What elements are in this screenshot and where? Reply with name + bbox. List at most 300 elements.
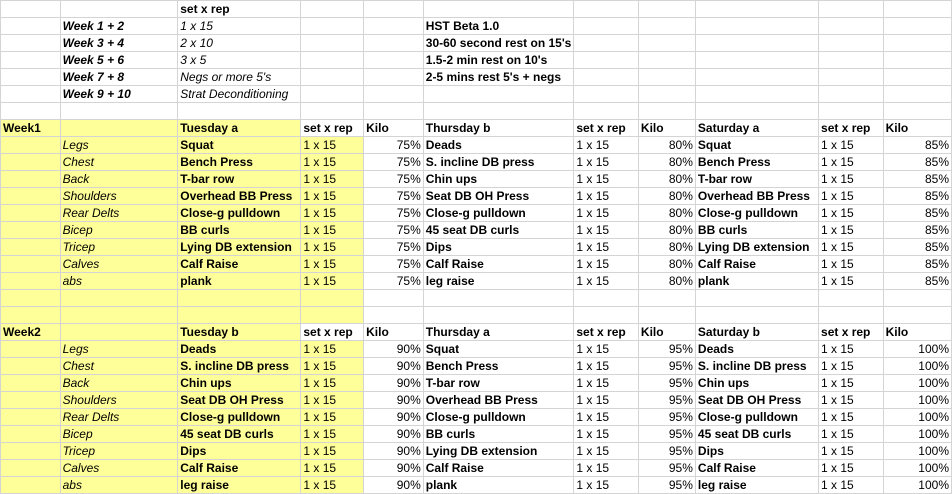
empty-cell[interactable] xyxy=(60,324,178,341)
kilo-value[interactable]: 95% xyxy=(638,358,695,375)
exercise-name[interactable]: Close-g pulldown xyxy=(695,205,818,222)
kilo-header[interactable]: Kilo xyxy=(883,324,951,341)
kilo-value[interactable]: 85% xyxy=(883,171,951,188)
empty-cell[interactable] xyxy=(364,103,424,120)
set-rep[interactable]: 1 x 15 xyxy=(574,205,639,222)
kilo-value[interactable]: 80% xyxy=(638,188,695,205)
kilo-value[interactable]: 75% xyxy=(364,188,424,205)
schedule-scheme[interactable]: Strat Deconditioning xyxy=(178,86,301,103)
set-rep[interactable]: 1 x 15 xyxy=(301,477,364,494)
exercise-name[interactable]: 45 seat DB curls xyxy=(178,426,301,443)
kilo-header[interactable]: Kilo xyxy=(364,120,424,137)
kilo-value[interactable]: 75% xyxy=(364,137,424,154)
exercise-name[interactable]: plank xyxy=(423,477,574,494)
exercise-name[interactable]: T-bar row xyxy=(695,171,818,188)
exercise-name[interactable]: Dips xyxy=(178,443,301,460)
empty-cell[interactable] xyxy=(819,290,884,307)
empty-cell[interactable] xyxy=(574,35,639,52)
exercise-name[interactable]: Close-g pulldown xyxy=(178,205,301,222)
empty-cell[interactable] xyxy=(1,188,61,205)
empty-cell[interactable] xyxy=(1,52,61,69)
empty-cell[interactable] xyxy=(178,290,301,307)
muscle-group[interactable]: Back xyxy=(60,375,178,392)
muscle-group[interactable]: Legs xyxy=(60,341,178,358)
muscle-group[interactable]: Calves xyxy=(60,460,178,477)
note-text[interactable]: HST Beta 1.0 xyxy=(423,18,574,35)
empty-cell[interactable] xyxy=(1,273,61,290)
set-rep[interactable]: 1 x 15 xyxy=(819,205,884,222)
set-rep[interactable]: 1 x 15 xyxy=(819,171,884,188)
exercise-name[interactable]: Overhead BB Press xyxy=(423,392,574,409)
kilo-header[interactable]: Kilo xyxy=(638,120,695,137)
exercise-name[interactable]: Deads xyxy=(423,137,574,154)
setxrep-header[interactable]: set x rep xyxy=(574,324,639,341)
kilo-header[interactable]: Kilo xyxy=(883,120,951,137)
exercise-name[interactable]: leg raise xyxy=(695,477,818,494)
set-rep[interactable]: 1 x 15 xyxy=(819,375,884,392)
empty-cell[interactable] xyxy=(695,35,818,52)
kilo-value[interactable]: 75% xyxy=(364,273,424,290)
kilo-value[interactable]: 75% xyxy=(364,256,424,273)
empty-cell[interactable] xyxy=(638,69,695,86)
empty-cell[interactable] xyxy=(638,103,695,120)
empty-cell[interactable] xyxy=(1,69,61,86)
exercise-name[interactable]: Calf Raise xyxy=(423,256,574,273)
empty-cell[interactable] xyxy=(423,86,574,103)
empty-cell[interactable] xyxy=(574,307,639,324)
empty-cell[interactable] xyxy=(695,69,818,86)
kilo-value[interactable]: 75% xyxy=(364,205,424,222)
kilo-value[interactable]: 100% xyxy=(883,460,951,477)
empty-cell[interactable] xyxy=(574,69,639,86)
muscle-group[interactable]: Tricep xyxy=(60,443,178,460)
set-rep[interactable]: 1 x 15 xyxy=(574,256,639,273)
kilo-value[interactable]: 80% xyxy=(638,222,695,239)
set-rep[interactable]: 1 x 15 xyxy=(301,239,364,256)
kilo-value[interactable]: 95% xyxy=(638,426,695,443)
exercise-name[interactable]: Squat xyxy=(695,137,818,154)
empty-cell[interactable] xyxy=(301,86,364,103)
schedule-weeks[interactable]: Week 5 + 6 xyxy=(60,52,178,69)
set-rep[interactable]: 1 x 15 xyxy=(574,188,639,205)
empty-cell[interactable] xyxy=(364,35,424,52)
set-rep[interactable]: 1 x 15 xyxy=(301,460,364,477)
exercise-name[interactable]: Chin ups xyxy=(178,375,301,392)
muscle-group[interactable]: Rear Delts xyxy=(60,409,178,426)
muscle-group[interactable]: Shoulders xyxy=(60,188,178,205)
empty-cell[interactable] xyxy=(883,290,951,307)
exercise-name[interactable]: Calf Raise xyxy=(178,256,301,273)
empty-cell[interactable] xyxy=(695,18,818,35)
empty-cell[interactable] xyxy=(364,86,424,103)
empty-cell[interactable] xyxy=(695,307,818,324)
empty-cell[interactable] xyxy=(1,86,61,103)
exercise-name[interactable]: Squat xyxy=(178,137,301,154)
set-rep[interactable]: 1 x 15 xyxy=(301,392,364,409)
set-rep[interactable]: 1 x 15 xyxy=(574,409,639,426)
exercise-name[interactable]: Calf Raise xyxy=(695,460,818,477)
empty-cell[interactable] xyxy=(60,103,178,120)
set-rep[interactable]: 1 x 15 xyxy=(819,256,884,273)
empty-cell[interactable] xyxy=(1,239,61,256)
empty-cell[interactable] xyxy=(1,341,61,358)
exercise-name[interactable]: S. incline DB press xyxy=(695,358,818,375)
kilo-value[interactable]: 85% xyxy=(883,239,951,256)
set-rep[interactable]: 1 x 15 xyxy=(301,409,364,426)
kilo-value[interactable]: 85% xyxy=(883,256,951,273)
day-header[interactable]: Tuesday a xyxy=(178,120,301,137)
muscle-group[interactable]: Tricep xyxy=(60,239,178,256)
empty-cell[interactable] xyxy=(819,307,884,324)
schedule-weeks[interactable]: Week 3 + 4 xyxy=(60,35,178,52)
empty-cell[interactable] xyxy=(574,103,639,120)
kilo-value[interactable]: 90% xyxy=(364,358,424,375)
set-rep[interactable]: 1 x 15 xyxy=(819,137,884,154)
set-rep[interactable]: 1 x 15 xyxy=(301,171,364,188)
empty-cell[interactable] xyxy=(364,18,424,35)
muscle-group[interactable]: Rear Delts xyxy=(60,205,178,222)
muscle-group[interactable]: abs xyxy=(60,477,178,494)
empty-cell[interactable] xyxy=(638,307,695,324)
exercise-name[interactable]: Bench Press xyxy=(695,154,818,171)
set-rep[interactable]: 1 x 15 xyxy=(819,477,884,494)
empty-cell[interactable] xyxy=(883,69,951,86)
empty-cell[interactable] xyxy=(819,103,884,120)
empty-cell[interactable] xyxy=(574,86,639,103)
exercise-name[interactable]: Close-g pulldown xyxy=(695,409,818,426)
exercise-name[interactable]: Seat DB OH Press xyxy=(423,188,574,205)
kilo-value[interactable]: 100% xyxy=(883,392,951,409)
empty-cell[interactable] xyxy=(819,52,884,69)
set-rep[interactable]: 1 x 15 xyxy=(574,154,639,171)
empty-cell[interactable] xyxy=(883,307,951,324)
set-rep[interactable]: 1 x 15 xyxy=(574,273,639,290)
muscle-group[interactable]: Back xyxy=(60,171,178,188)
empty-cell[interactable] xyxy=(574,290,639,307)
kilo-value[interactable]: 90% xyxy=(364,375,424,392)
empty-cell[interactable] xyxy=(819,86,884,103)
empty-cell[interactable] xyxy=(1,426,61,443)
kilo-value[interactable]: 100% xyxy=(883,409,951,426)
set-rep[interactable]: 1 x 15 xyxy=(819,409,884,426)
kilo-value[interactable]: 85% xyxy=(883,222,951,239)
exercise-name[interactable]: Seat DB OH Press xyxy=(178,392,301,409)
muscle-group[interactable]: Bicep xyxy=(60,426,178,443)
set-rep[interactable]: 1 x 15 xyxy=(574,477,639,494)
kilo-value[interactable]: 85% xyxy=(883,273,951,290)
exercise-name[interactable]: Chin ups xyxy=(423,171,574,188)
kilo-value[interactable]: 75% xyxy=(364,222,424,239)
empty-cell[interactable] xyxy=(178,103,301,120)
kilo-value[interactable]: 80% xyxy=(638,205,695,222)
kilo-value[interactable]: 80% xyxy=(638,273,695,290)
note-text[interactable]: 1.5-2 min rest on 10's xyxy=(423,52,574,69)
schedule-weeks[interactable]: Week 1 + 2 xyxy=(60,18,178,35)
set-rep[interactable]: 1 x 15 xyxy=(574,239,639,256)
empty-cell[interactable] xyxy=(819,35,884,52)
exercise-name[interactable]: Seat DB OH Press xyxy=(695,392,818,409)
empty-cell[interactable] xyxy=(819,18,884,35)
empty-cell[interactable] xyxy=(1,460,61,477)
exercise-name[interactable]: BB curls xyxy=(695,222,818,239)
empty-cell[interactable] xyxy=(364,52,424,69)
exercise-name[interactable]: Overhead BB Press xyxy=(695,188,818,205)
exercise-name[interactable]: Close-g pulldown xyxy=(423,409,574,426)
empty-cell[interactable] xyxy=(60,290,178,307)
kilo-value[interactable]: 90% xyxy=(364,426,424,443)
set-rep[interactable]: 1 x 15 xyxy=(574,358,639,375)
empty-cell[interactable] xyxy=(883,1,951,18)
kilo-value[interactable]: 90% xyxy=(364,392,424,409)
exercise-name[interactable]: S. incline DB press xyxy=(178,358,301,375)
empty-cell[interactable] xyxy=(301,307,364,324)
kilo-value[interactable]: 95% xyxy=(638,443,695,460)
exercise-name[interactable]: Close-g pulldown xyxy=(178,409,301,426)
kilo-value[interactable]: 95% xyxy=(638,341,695,358)
schedule-scheme[interactable]: 3 x 5 xyxy=(178,52,301,69)
set-rep[interactable]: 1 x 15 xyxy=(301,375,364,392)
kilo-value[interactable]: 80% xyxy=(638,239,695,256)
empty-cell[interactable] xyxy=(638,86,695,103)
empty-cell[interactable] xyxy=(574,1,639,18)
empty-cell[interactable] xyxy=(1,477,61,494)
empty-cell[interactable] xyxy=(423,290,574,307)
empty-cell[interactable] xyxy=(364,69,424,86)
empty-cell[interactable] xyxy=(1,409,61,426)
schedule-header[interactable]: set x rep xyxy=(178,1,301,18)
exercise-name[interactable]: Dips xyxy=(423,239,574,256)
set-rep[interactable]: 1 x 15 xyxy=(819,443,884,460)
setxrep-header[interactable]: set x rep xyxy=(574,120,639,137)
setxrep-header[interactable]: set x rep xyxy=(819,120,884,137)
exercise-name[interactable]: Lying DB extension xyxy=(423,443,574,460)
schedule-scheme[interactable]: Negs or more 5's xyxy=(178,69,301,86)
empty-cell[interactable] xyxy=(1,222,61,239)
exercise-name[interactable]: BB curls xyxy=(178,222,301,239)
kilo-value[interactable]: 90% xyxy=(364,409,424,426)
kilo-value[interactable]: 75% xyxy=(364,239,424,256)
day-header[interactable]: Thursday a xyxy=(423,324,574,341)
set-rep[interactable]: 1 x 15 xyxy=(301,358,364,375)
kilo-value[interactable]: 80% xyxy=(638,256,695,273)
kilo-value[interactable]: 100% xyxy=(883,426,951,443)
empty-cell[interactable] xyxy=(423,103,574,120)
day-header[interactable]: Thursday b xyxy=(423,120,574,137)
set-rep[interactable]: 1 x 15 xyxy=(819,239,884,256)
muscle-group[interactable]: Calves xyxy=(60,256,178,273)
empty-cell[interactable] xyxy=(423,1,574,18)
exercise-name[interactable]: 45 seat DB curls xyxy=(695,426,818,443)
kilo-value[interactable]: 100% xyxy=(883,375,951,392)
set-rep[interactable]: 1 x 15 xyxy=(819,426,884,443)
muscle-group[interactable]: abs xyxy=(60,273,178,290)
kilo-value[interactable]: 85% xyxy=(883,205,951,222)
kilo-value[interactable]: 95% xyxy=(638,409,695,426)
kilo-value[interactable]: 100% xyxy=(883,477,951,494)
exercise-name[interactable]: Deads xyxy=(695,341,818,358)
kilo-value[interactable]: 90% xyxy=(364,460,424,477)
set-rep[interactable]: 1 x 15 xyxy=(819,154,884,171)
note-text[interactable]: 2-5 mins rest 5's + negs xyxy=(423,69,574,86)
empty-cell[interactable] xyxy=(301,52,364,69)
muscle-group[interactable]: Bicep xyxy=(60,222,178,239)
empty-cell[interactable] xyxy=(883,18,951,35)
set-rep[interactable]: 1 x 15 xyxy=(819,273,884,290)
kilo-value[interactable]: 90% xyxy=(364,341,424,358)
exercise-name[interactable]: Bench Press xyxy=(423,358,574,375)
kilo-value[interactable]: 75% xyxy=(364,154,424,171)
setxrep-header[interactable]: set x rep xyxy=(301,120,364,137)
setxrep-header[interactable]: set x rep xyxy=(819,324,884,341)
empty-cell[interactable] xyxy=(1,443,61,460)
empty-cell[interactable] xyxy=(883,52,951,69)
set-rep[interactable]: 1 x 15 xyxy=(574,460,639,477)
empty-cell[interactable] xyxy=(883,86,951,103)
exercise-name[interactable]: T-bar row xyxy=(178,171,301,188)
day-header[interactable]: Saturday b xyxy=(695,324,818,341)
exercise-name[interactable]: plank xyxy=(695,273,818,290)
kilo-value[interactable]: 100% xyxy=(883,358,951,375)
empty-cell[interactable] xyxy=(364,290,424,307)
exercise-name[interactable]: Dips xyxy=(695,443,818,460)
empty-cell[interactable] xyxy=(364,307,424,324)
kilo-value[interactable]: 95% xyxy=(638,375,695,392)
empty-cell[interactable] xyxy=(423,307,574,324)
set-rep[interactable]: 1 x 15 xyxy=(819,341,884,358)
empty-cell[interactable] xyxy=(1,392,61,409)
empty-cell[interactable] xyxy=(1,18,61,35)
kilo-value[interactable]: 80% xyxy=(638,137,695,154)
empty-cell[interactable] xyxy=(60,1,178,18)
empty-cell[interactable] xyxy=(819,69,884,86)
empty-cell[interactable] xyxy=(695,103,818,120)
set-rep[interactable]: 1 x 15 xyxy=(301,137,364,154)
day-header[interactable]: Saturday a xyxy=(695,120,818,137)
empty-cell[interactable] xyxy=(819,1,884,18)
exercise-name[interactable]: Calf Raise xyxy=(423,460,574,477)
empty-cell[interactable] xyxy=(1,256,61,273)
exercise-name[interactable]: Bench Press xyxy=(178,154,301,171)
note-text[interactable]: 30-60 second rest on 15's xyxy=(423,35,574,52)
empty-cell[interactable] xyxy=(638,1,695,18)
set-rep[interactable]: 1 x 15 xyxy=(574,137,639,154)
empty-cell[interactable] xyxy=(301,103,364,120)
empty-cell[interactable] xyxy=(301,1,364,18)
kilo-value[interactable]: 95% xyxy=(638,477,695,494)
kilo-value[interactable]: 80% xyxy=(638,154,695,171)
exercise-name[interactable]: S. incline DB press xyxy=(423,154,574,171)
kilo-value[interactable]: 90% xyxy=(364,477,424,494)
empty-cell[interactable] xyxy=(1,35,61,52)
set-rep[interactable]: 1 x 15 xyxy=(301,443,364,460)
kilo-value[interactable]: 85% xyxy=(883,154,951,171)
set-rep[interactable]: 1 x 15 xyxy=(301,205,364,222)
empty-cell[interactable] xyxy=(1,307,61,324)
empty-cell[interactable] xyxy=(638,52,695,69)
kilo-value[interactable]: 85% xyxy=(883,188,951,205)
schedule-weeks[interactable]: Week 9 + 10 xyxy=(60,86,178,103)
set-rep[interactable]: 1 x 15 xyxy=(301,426,364,443)
kilo-value[interactable]: 95% xyxy=(638,460,695,477)
empty-cell[interactable] xyxy=(1,154,61,171)
set-rep[interactable]: 1 x 15 xyxy=(819,392,884,409)
set-rep[interactable]: 1 x 15 xyxy=(819,358,884,375)
empty-cell[interactable] xyxy=(1,375,61,392)
set-rep[interactable]: 1 x 15 xyxy=(574,341,639,358)
empty-cell[interactable] xyxy=(695,290,818,307)
empty-cell[interactable] xyxy=(301,290,364,307)
week-label[interactable]: Week1 xyxy=(1,120,61,137)
exercise-name[interactable]: plank xyxy=(178,273,301,290)
set-rep[interactable]: 1 x 15 xyxy=(301,222,364,239)
muscle-group[interactable]: Chest xyxy=(60,154,178,171)
empty-cell[interactable] xyxy=(695,52,818,69)
exercise-name[interactable]: Calf Raise xyxy=(178,460,301,477)
kilo-value[interactable]: 100% xyxy=(883,443,951,460)
kilo-header[interactable]: Kilo xyxy=(638,324,695,341)
set-rep[interactable]: 1 x 15 xyxy=(819,460,884,477)
empty-cell[interactable] xyxy=(301,35,364,52)
kilo-header[interactable]: Kilo xyxy=(364,324,424,341)
selected-cell[interactable] xyxy=(1,1,61,18)
empty-cell[interactable] xyxy=(301,69,364,86)
empty-cell[interactable] xyxy=(1,103,61,120)
empty-cell[interactable] xyxy=(638,35,695,52)
exercise-name[interactable]: Lying DB extension xyxy=(695,239,818,256)
set-rep[interactable]: 1 x 15 xyxy=(819,222,884,239)
muscle-group[interactable]: Shoulders xyxy=(60,392,178,409)
empty-cell[interactable] xyxy=(60,120,178,137)
exercise-name[interactable]: T-bar row xyxy=(423,375,574,392)
muscle-group[interactable]: Legs xyxy=(60,137,178,154)
exercise-name[interactable]: Chin ups xyxy=(695,375,818,392)
exercise-name[interactable]: 45 seat DB curls xyxy=(423,222,574,239)
empty-cell[interactable] xyxy=(574,52,639,69)
exercise-name[interactable]: Calf Raise xyxy=(695,256,818,273)
kilo-value[interactable]: 100% xyxy=(883,341,951,358)
exercise-name[interactable]: leg raise xyxy=(178,477,301,494)
empty-cell[interactable] xyxy=(364,1,424,18)
exercise-name[interactable]: Squat xyxy=(423,341,574,358)
exercise-name[interactable]: leg raise xyxy=(423,273,574,290)
empty-cell[interactable] xyxy=(695,1,818,18)
muscle-group[interactable]: Chest xyxy=(60,358,178,375)
set-rep[interactable]: 1 x 15 xyxy=(574,222,639,239)
empty-cell[interactable] xyxy=(1,171,61,188)
set-rep[interactable]: 1 x 15 xyxy=(301,188,364,205)
exercise-name[interactable]: Deads xyxy=(178,341,301,358)
week-label[interactable]: Week2 xyxy=(1,324,61,341)
set-rep[interactable]: 1 x 15 xyxy=(301,256,364,273)
exercise-name[interactable]: Close-g pulldown xyxy=(423,205,574,222)
set-rep[interactable]: 1 x 15 xyxy=(574,443,639,460)
empty-cell[interactable] xyxy=(1,290,61,307)
kilo-value[interactable]: 75% xyxy=(364,171,424,188)
kilo-value[interactable]: 90% xyxy=(364,443,424,460)
day-header[interactable]: Tuesday b xyxy=(178,324,301,341)
set-rep[interactable]: 1 x 15 xyxy=(574,171,639,188)
empty-cell[interactable] xyxy=(60,307,178,324)
schedule-scheme[interactable]: 2 x 10 xyxy=(178,35,301,52)
empty-cell[interactable] xyxy=(695,86,818,103)
set-rep[interactable]: 1 x 15 xyxy=(819,188,884,205)
schedule-scheme[interactable]: 1 x 15 xyxy=(178,18,301,35)
kilo-value[interactable]: 85% xyxy=(883,137,951,154)
set-rep[interactable]: 1 x 15 xyxy=(574,392,639,409)
set-rep[interactable]: 1 x 15 xyxy=(301,341,364,358)
empty-cell[interactable] xyxy=(883,35,951,52)
empty-cell[interactable] xyxy=(574,18,639,35)
